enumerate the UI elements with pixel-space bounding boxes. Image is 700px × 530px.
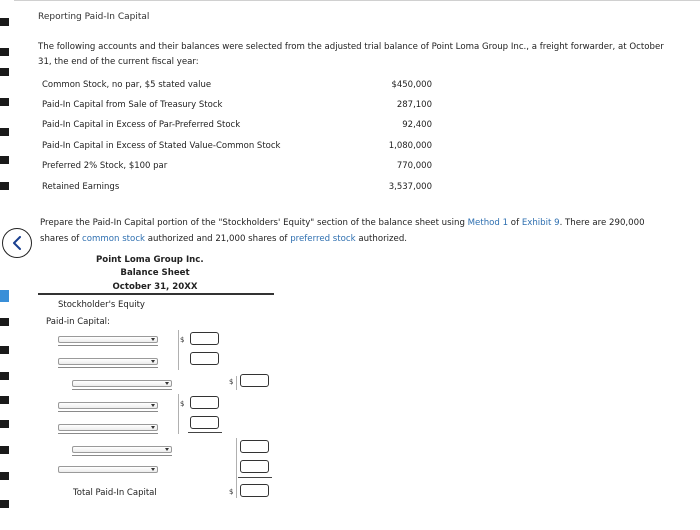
column-guide <box>178 394 179 434</box>
edge-tick <box>0 156 9 164</box>
divider <box>58 345 158 346</box>
account-amount: 92,400 <box>402 120 432 130</box>
account-amount: 1,080,000 <box>388 141 432 151</box>
company-name: Point Loma Group Inc. <box>96 255 204 265</box>
subtotal-input[interactable] <box>240 460 269 473</box>
account-select[interactable] <box>72 446 172 453</box>
method-1-link[interactable]: Method 1 <box>467 218 509 228</box>
chevron-down-icon <box>151 404 155 407</box>
edge-tick <box>0 346 9 354</box>
column-guide <box>236 376 237 390</box>
account-select[interactable] <box>58 402 158 409</box>
subtotal-input[interactable] <box>240 440 269 453</box>
account-amount: 770,000 <box>396 161 432 171</box>
instructions-text: of <box>508 218 522 228</box>
edge-tick <box>0 98 9 106</box>
account-select[interactable] <box>58 336 158 343</box>
page-title: Reporting Paid-In Capital <box>38 12 150 22</box>
account-amount: 3,537,000 <box>388 182 432 192</box>
divider <box>58 411 158 412</box>
account-name: Retained Earnings <box>42 182 120 192</box>
currency-symbol: $ <box>180 336 185 344</box>
common-stock-link[interactable]: common stock <box>82 234 146 244</box>
currency-symbol: $ <box>229 488 234 496</box>
account-select[interactable] <box>58 358 158 365</box>
edge-tick <box>0 18 9 26</box>
header-rule <box>38 293 274 295</box>
account-select[interactable] <box>58 424 158 431</box>
edge-tick <box>0 420 9 428</box>
instructions-text: . There are 290,000 shares of <box>40 218 645 244</box>
left-edge-bar <box>0 0 14 530</box>
account-amount: 287,100 <box>396 100 432 110</box>
subtotal-input[interactable] <box>240 374 269 387</box>
amount-input[interactable] <box>190 416 219 429</box>
amount-input[interactable] <box>190 396 219 409</box>
account-amount: $450,000 <box>391 80 432 90</box>
chevron-left-icon <box>11 236 23 250</box>
currency-symbol: $ <box>229 378 234 386</box>
edge-tick <box>0 446 9 454</box>
statement-date: October 31, 20XX <box>112 282 198 292</box>
column-guide <box>178 330 179 370</box>
instructions <box>40 215 670 247</box>
edge-tick <box>0 318 9 326</box>
total-label: Total Paid-In Capital <box>73 488 157 498</box>
chevron-down-icon <box>165 448 169 451</box>
instructions-text: authorized. <box>355 234 408 244</box>
account-name: Paid-In Capital in Excess of Par-Preferred Stock <box>42 120 241 130</box>
chevron-down-icon <box>151 360 155 363</box>
total-input[interactable] <box>240 484 269 497</box>
divider <box>72 389 172 390</box>
edge-tick <box>0 128 9 136</box>
edge-tick <box>0 182 9 190</box>
account-select[interactable] <box>58 466 158 473</box>
instructions-text: Prepare the Paid-In Capital portion of the "Stockholders' Equity" section of the balance sheet using <box>40 218 468 228</box>
intro-text: The following accounts and their balances were selected from the adjusted trial balance of Point Loma Group Inc., a freight forwarder, at October 31, the end of the current fiscal year: <box>38 42 664 67</box>
edge-tick <box>0 500 9 508</box>
divider <box>72 455 172 456</box>
chevron-down-icon <box>151 338 155 341</box>
statement-title: Balance Sheet <box>120 268 190 278</box>
account-name: Preferred 2% Stock, $100 par <box>42 161 168 171</box>
sum-line <box>188 432 222 433</box>
back-button[interactable] <box>2 228 32 258</box>
chevron-down-icon <box>151 468 155 471</box>
instructions-text: authorized and 21,000 shares of <box>145 234 291 244</box>
chevron-down-icon <box>165 382 169 385</box>
chevron-down-icon <box>151 426 155 429</box>
subsection-label: Paid-in Capital: <box>46 317 110 327</box>
edge-tick <box>0 472 9 480</box>
edge-tick <box>0 396 9 404</box>
section-label: Stockholder's Equity <box>58 300 145 310</box>
account-name: Paid-In Capital in Excess of Stated Value-Common Stock <box>42 141 281 151</box>
edge-tick-active <box>0 290 9 302</box>
edge-tick <box>0 48 9 56</box>
account-name: Common Stock, no par, $5 stated value <box>42 80 212 90</box>
sum-line <box>238 477 272 478</box>
currency-symbol: $ <box>180 400 185 408</box>
amount-input[interactable] <box>190 352 219 365</box>
edge-tick <box>0 68 9 76</box>
account-select[interactable] <box>72 380 172 387</box>
divider <box>58 433 158 434</box>
edge-tick <box>0 372 9 380</box>
exhibit-9-link[interactable]: Exhibit 9 <box>521 218 560 228</box>
account-name: Paid-In Capital from Sale of Treasury Stock <box>42 100 223 110</box>
column-guide <box>236 438 237 498</box>
divider <box>58 367 158 368</box>
top-divider <box>14 0 700 1</box>
preferred-stock-link[interactable]: preferred stock <box>290 234 356 244</box>
amount-input[interactable] <box>190 332 219 345</box>
